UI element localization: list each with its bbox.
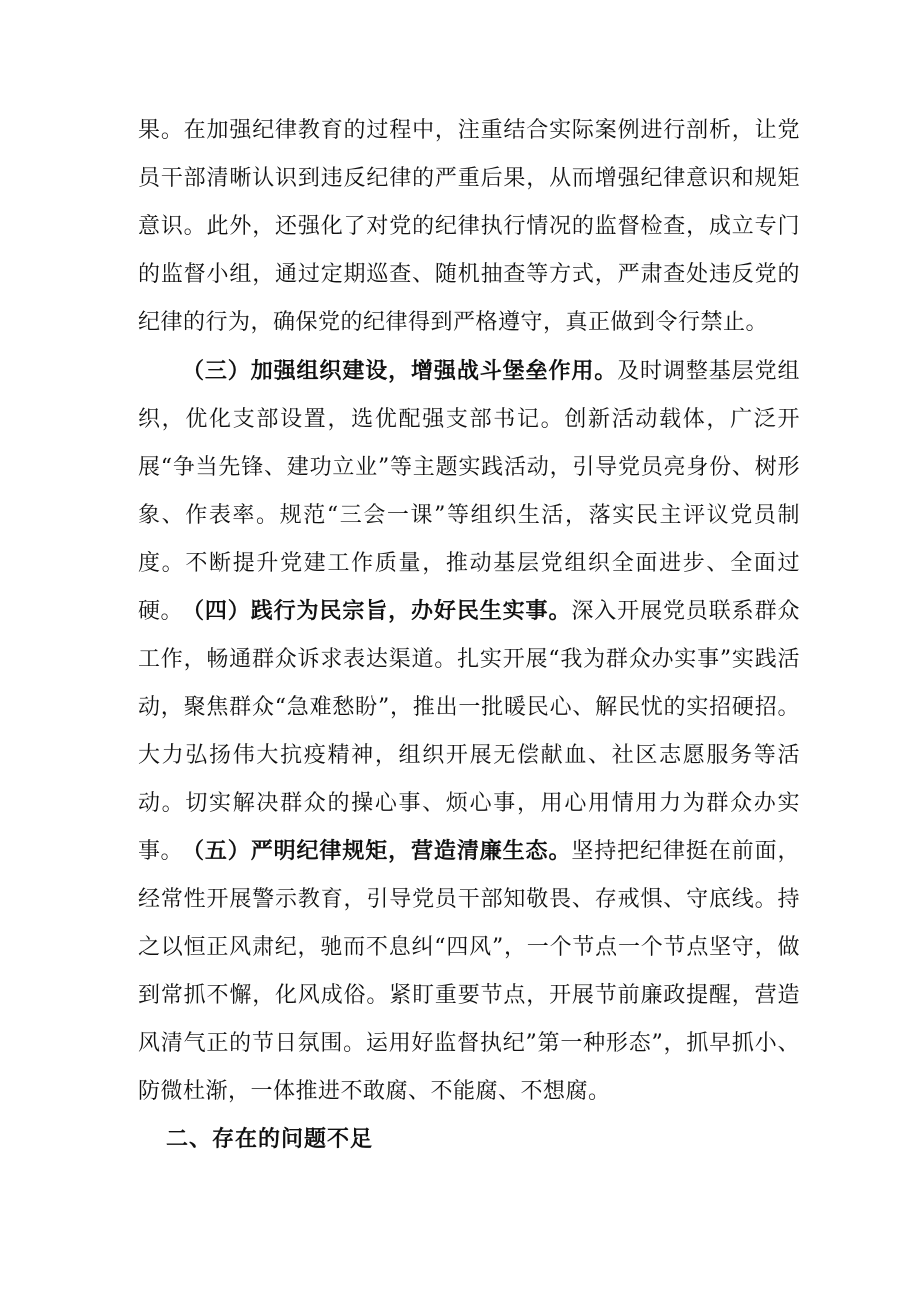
paragraph-discipline-education (138, 107, 800, 347)
section-heading: 二、存在的问题不足 (166, 1126, 374, 1152)
paragraph-lead-heading: （五）严明纪律规矩，营造清廉生态。 (182, 838, 572, 864)
paragraph-lead-heading: （四）践行为民宗旨，办好民生实事。 (182, 598, 572, 624)
paragraph-text: 深入开展党员联系群众工作，畅通群众诉求表达渠道。扎实开展“我为群众办实事”实践活动，聚焦群众“急难愁盼”，推出一批暖民心、解民忧的实招硬招。大力弘扬伟大抗疫精神，组织开展无偿献血、社区志愿服务等活动。切实解决群众的操心事、烦心事，用心用情用力为群众办实事。 (138, 599, 800, 864)
paragraph-lead-heading: （三）加强组织建设，增强战斗堡垒作用。 (182, 358, 618, 384)
paragraph-text: 果。在加强纪律教育的过程中，注重结合实际案例进行剖析，让党员干部清晰认识到违反纪律的严重后果，从而增强纪律意识和规矩意识。此外，还强化了对党的纪律执行情况的监督检查，成立专门的监督小组，通过定期巡查、随机抽查等方式，严肃查处违反党的纪律的行为，确保党的纪律得到严格遵守，真正做到令行禁止。 (138, 118, 800, 335)
paragraph-text: 坚持把纪律挺在前面，经常性开展警示教育，引导党员干部知敬畏、存戒惧、守底线。持之以恒正风肃纪，驰而不息纠“四风”，一个节点一个节点坚守，做到常抓不懈，化风成俗。紧盯重要节点，开展节前廉政提醒，营造风清气正的节日氛围。运用好监督执纪”第一种形态”，抓早抓小、防微杜渐，一体推进不敢腐、不能腐、不想腐。 (138, 839, 800, 1104)
paragraph-strict-discipline (138, 827, 800, 1116)
paragraph-text: 及时调整基层党组织，优化支部设置，选优配强支部书记。创新活动载体，广泛开展“争当先锋、建功立业”等主题实践活动，引导党员亮身份、树形象、作表率。规范“三会一课”等组织生活，落实民主评议党员制度。不断提升党建工作质量，推动基层党组织全面进步、全面过硬。 (138, 359, 800, 624)
